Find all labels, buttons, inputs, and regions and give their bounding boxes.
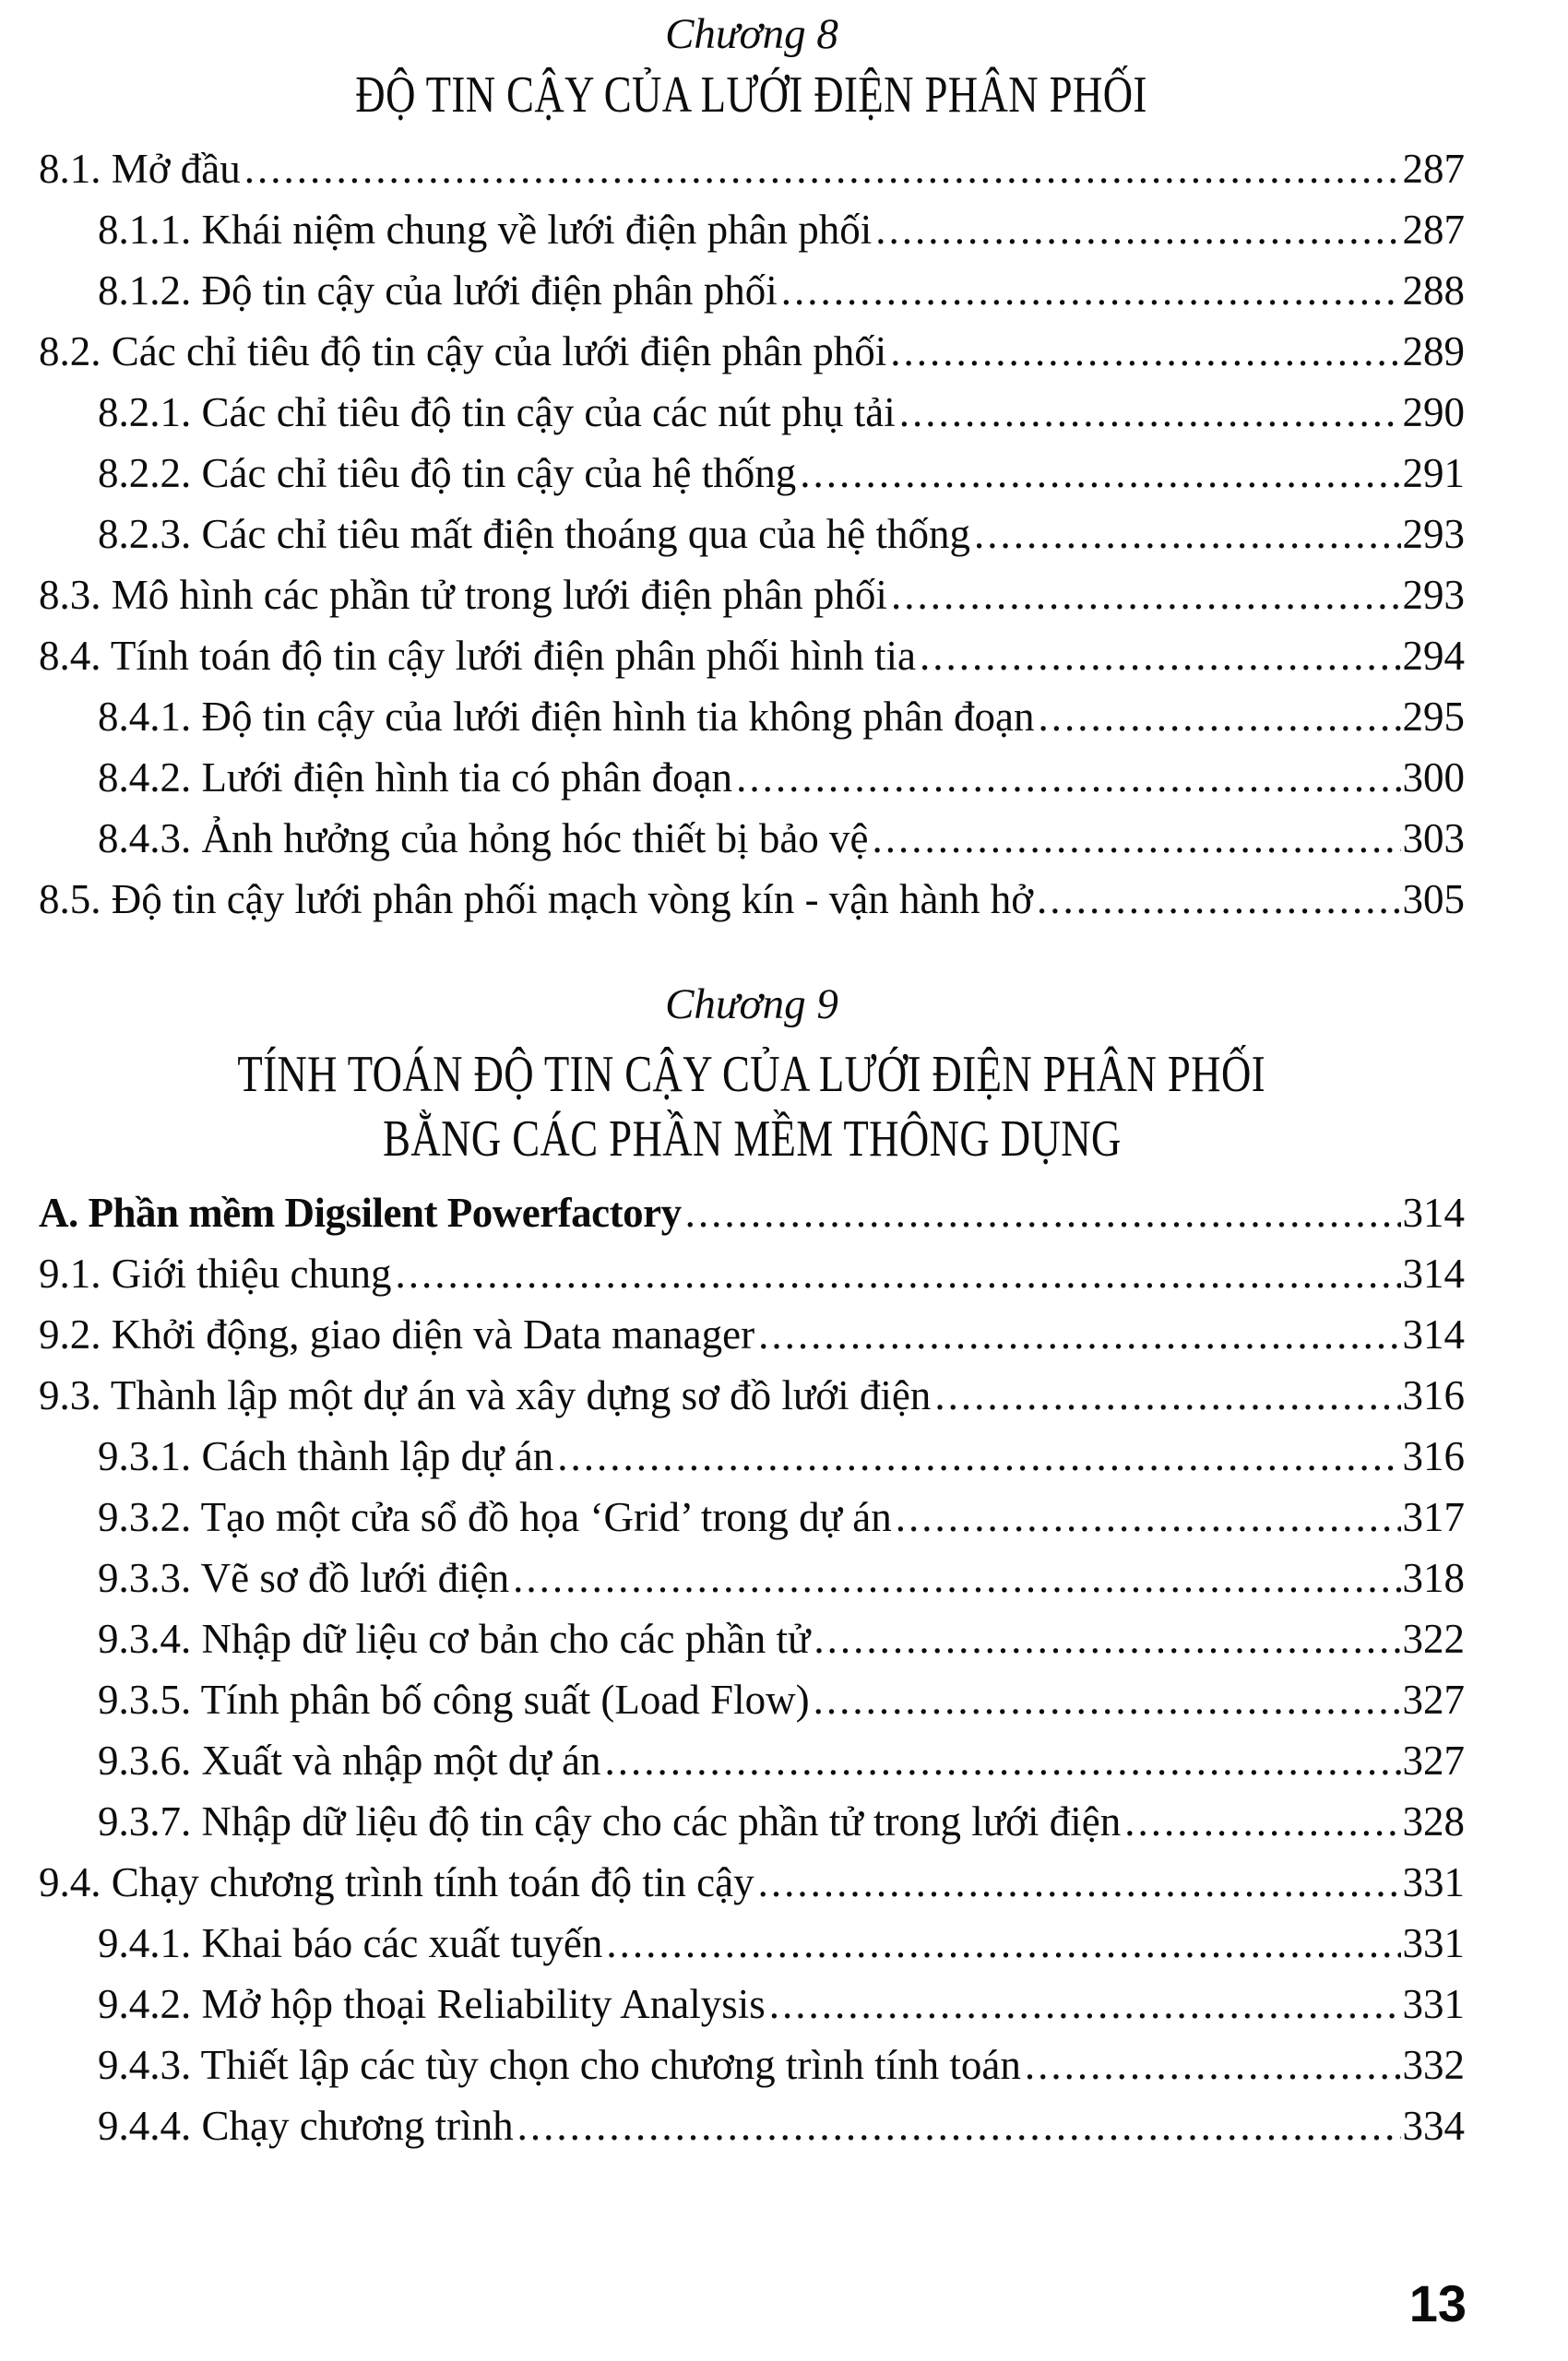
toc-entry-page: 331 (1402, 1859, 1465, 1905)
dot-leader (875, 199, 1400, 260)
toc-entry (39, 1730, 1465, 1791)
toc-entry-page: 331 (1402, 1981, 1465, 2027)
toc-entry (39, 321, 1465, 382)
toc-entry (39, 1791, 1465, 1852)
chapter9-title-line2-text: BẰNG CÁC PHẦN MỀM THÔNG DỤNG (382, 1110, 1122, 1168)
toc-entry (39, 1548, 1465, 1608)
dot-leader (896, 1487, 1401, 1548)
toc-entry-page: 293 (1402, 572, 1465, 618)
toc-entry-label: 9.3.7. Nhập dữ liệu độ tin cậy cho các phần tử trong lưới điện (98, 1798, 1122, 1845)
toc-entry (39, 686, 1465, 747)
dot-leader (1124, 1791, 1400, 1852)
dot-leader (244, 138, 1401, 199)
dot-leader (873, 808, 1401, 869)
dot-leader (685, 1182, 1401, 1243)
dot-leader (890, 321, 1400, 382)
dot-leader (736, 747, 1400, 808)
toc-entry-label: 8.2.3. Các chỉ tiêu mất điện thoáng qua của hệ thống (98, 511, 970, 557)
dot-leader (758, 1852, 1401, 1913)
toc-entry (39, 1182, 1465, 1243)
toc-entry-label: 8.1.1. Khái niệm chung về lưới điện phân phối (98, 207, 873, 253)
dot-leader (557, 1426, 1400, 1487)
toc-entry-label: 8.4.1. Độ tin cậy của lưới điện hình tia không phân đoạn (98, 694, 1035, 740)
dot-leader (1039, 686, 1401, 747)
toc-entry-page: 328 (1402, 1798, 1465, 1845)
toc-entry-page: 316 (1402, 1433, 1465, 1479)
toc-entry (39, 1243, 1465, 1304)
toc-entry (39, 564, 1465, 625)
toc-entry-page: 314 (1402, 1190, 1465, 1236)
toc-entry-page: 322 (1402, 1616, 1465, 1662)
chapter8-title-text: ĐỘ TIN CẬY CỦA LƯỚI ĐIỆN PHÂN PHỐI (355, 66, 1148, 124)
chapter8-kicker: Chương 8 (665, 10, 838, 58)
chapter8-header (39, 6, 1465, 127)
chapter9-title-line1 (39, 1042, 1465, 1107)
dot-leader (800, 443, 1400, 504)
toc-entry-label: 9.3.2. Tạo một cửa sổ đồ họa ‘Grid’ trong dự án (98, 1494, 892, 1540)
dot-leader (517, 2095, 1401, 2156)
toc-entry (39, 1365, 1465, 1426)
toc-entry-page: 332 (1402, 2042, 1465, 2088)
toc-entry-label: 9.4.3. Thiết lập các tùy chọn cho chương trình tính toán (98, 2042, 1021, 2088)
toc-entry-label: 8.5. Độ tin cậy lưới phân phối mạch vòng kín - vận hành hở (39, 876, 1034, 922)
chapter8-entries (39, 138, 1465, 930)
toc-entry-page: 287 (1402, 207, 1465, 253)
toc-entry-label: 8.2.1. Các chỉ tiêu độ tin cậy của các nút phụ tải (98, 389, 896, 435)
toc-entry (39, 504, 1465, 564)
toc-entry-page: 316 (1402, 1372, 1465, 1418)
toc-entry (39, 199, 1465, 260)
toc-entry (39, 1304, 1465, 1365)
toc-entry-page: 334 (1402, 2103, 1465, 2149)
toc-entry-label: 8.4.2. Lưới điện hình tia có phân đoạn (98, 754, 733, 801)
toc-entry (39, 382, 1465, 443)
toc-entry-page: 291 (1402, 450, 1465, 496)
toc-entry-label: A. Phần mềm Digsilent Powerfactory (39, 1190, 682, 1236)
toc-entry-page: 318 (1402, 1555, 1465, 1601)
toc-entry (39, 2095, 1465, 2156)
toc-entry-page: 327 (1402, 1677, 1465, 1723)
chapter9-entries (39, 1182, 1465, 2156)
chapter9-title-line1-text: TÍNH TOÁN ĐỘ TIN CẬY CỦA LƯỚI ĐIỆN PHÂN PHỐI (237, 1046, 1266, 1103)
chapter9-title-line2 (39, 1107, 1465, 1171)
toc-entry-page: 295 (1402, 694, 1465, 740)
toc-entry (39, 808, 1465, 869)
toc-entry-page: 290 (1402, 389, 1465, 435)
toc-entry-label: 9.2. Khởi động, giao diện và Data manager (39, 1311, 755, 1358)
toc-entry (39, 443, 1465, 504)
toc-entry-label: 8.3. Mô hình các phần tử trong lưới điện phân phối (39, 572, 887, 618)
toc-entry-label: 8.1. Mở đầu (39, 146, 241, 192)
toc-entry-page: 287 (1402, 146, 1465, 192)
toc-entry-label: 9.4.2. Mở hộp thoại Reliability Analysis (98, 1981, 766, 2027)
dot-leader (769, 1974, 1401, 2035)
toc-entry-label: 9.4. Chạy chương trình tính toán độ tin cậy (39, 1859, 754, 1905)
dot-leader (513, 1548, 1400, 1608)
dot-leader (934, 1365, 1400, 1426)
dot-leader (758, 1304, 1400, 1365)
toc-entry-page: 289 (1402, 328, 1465, 374)
dot-leader (974, 504, 1401, 564)
page-number: 13 (1408, 2274, 1467, 2332)
toc-entry-label: 8.2.2. Các chỉ tiêu độ tin cậy của hệ thống (98, 450, 797, 496)
toc-entry (39, 1913, 1465, 1974)
toc-entry-label: 9.4.1. Khai báo các xuất tuyến (98, 1920, 603, 1966)
dot-leader (1025, 2035, 1401, 2095)
toc-entry-label: 9.3.3. Vẽ sơ đồ lưới điện (98, 1555, 510, 1601)
toc-entry (39, 869, 1465, 930)
chapter9-header (39, 976, 1465, 2156)
toc-entry (39, 138, 1465, 199)
toc-entry-label: 8.4. Tính toán độ tin cậy lưới điện phân phối hình tia (39, 633, 916, 679)
toc-entry (39, 1426, 1465, 1487)
toc-entry (39, 1669, 1465, 1730)
toc-entry-label: 9.3.1. Cách thành lập dự án (98, 1433, 554, 1479)
toc-entry-label: 8.1.2. Độ tin cậy của lưới điện phân phối (98, 267, 778, 314)
toc-entry-page: 317 (1402, 1494, 1465, 1540)
toc-entry (39, 1852, 1465, 1913)
toc-entry (39, 2035, 1465, 2095)
toc-entry-label: 8.4.3. Ảnh hưởng của hỏng hóc thiết bị bảo vệ (98, 815, 869, 861)
toc-entry-page: 288 (1402, 267, 1465, 314)
toc-entry (39, 260, 1465, 321)
chapter9-kicker: Chương 9 (665, 980, 838, 1028)
dot-leader (891, 564, 1401, 625)
toc-entry (39, 1608, 1465, 1669)
toc-entry-page: 293 (1402, 511, 1465, 557)
toc-entry-label: 9.1. Giới thiệu chung (39, 1251, 392, 1297)
toc-entry-page: 305 (1402, 876, 1465, 922)
toc-entry-page: 314 (1402, 1251, 1465, 1297)
dot-leader (1037, 869, 1400, 930)
toc-entry-page: 294 (1402, 633, 1465, 679)
toc-entry-label: 9.4.4. Chạy chương trình (98, 2103, 514, 2149)
toc-entry (39, 625, 1465, 686)
toc-entry-label: 9.3. Thành lập một dự án và xây dựng sơ đồ lưới điện (39, 1372, 932, 1418)
dot-leader (814, 1608, 1400, 1669)
toc-entry (39, 1487, 1465, 1548)
toc-entry-label: 9.3.6. Xuất và nhập một dự án (98, 1738, 601, 1784)
toc-entry-label: 9.3.5. Tính phân bố công suất (Load Flow) (98, 1677, 810, 1723)
toc-entry-page: 300 (1402, 754, 1465, 801)
toc-entry-page: 331 (1402, 1920, 1465, 1966)
toc-entry-label: 8.2. Các chỉ tiêu độ tin cậy của lưới điện phân phối (39, 328, 887, 374)
toc-entry (39, 1974, 1465, 2035)
chapter8-title (39, 63, 1465, 127)
dot-leader (396, 1243, 1401, 1304)
toc-entry-page: 327 (1402, 1738, 1465, 1784)
dot-leader (605, 1730, 1401, 1791)
dot-leader (920, 625, 1401, 686)
dot-leader (781, 260, 1401, 321)
toc-entry-label: 9.3.4. Nhập dữ liệu cơ bản cho các phần tử (98, 1616, 811, 1662)
toc-entry-page: 314 (1402, 1311, 1465, 1358)
toc-entry-page: 303 (1402, 815, 1465, 861)
dot-leader (814, 1669, 1401, 1730)
toc-entry (39, 747, 1465, 808)
dot-leader (899, 382, 1401, 443)
dot-leader (606, 1913, 1400, 1974)
